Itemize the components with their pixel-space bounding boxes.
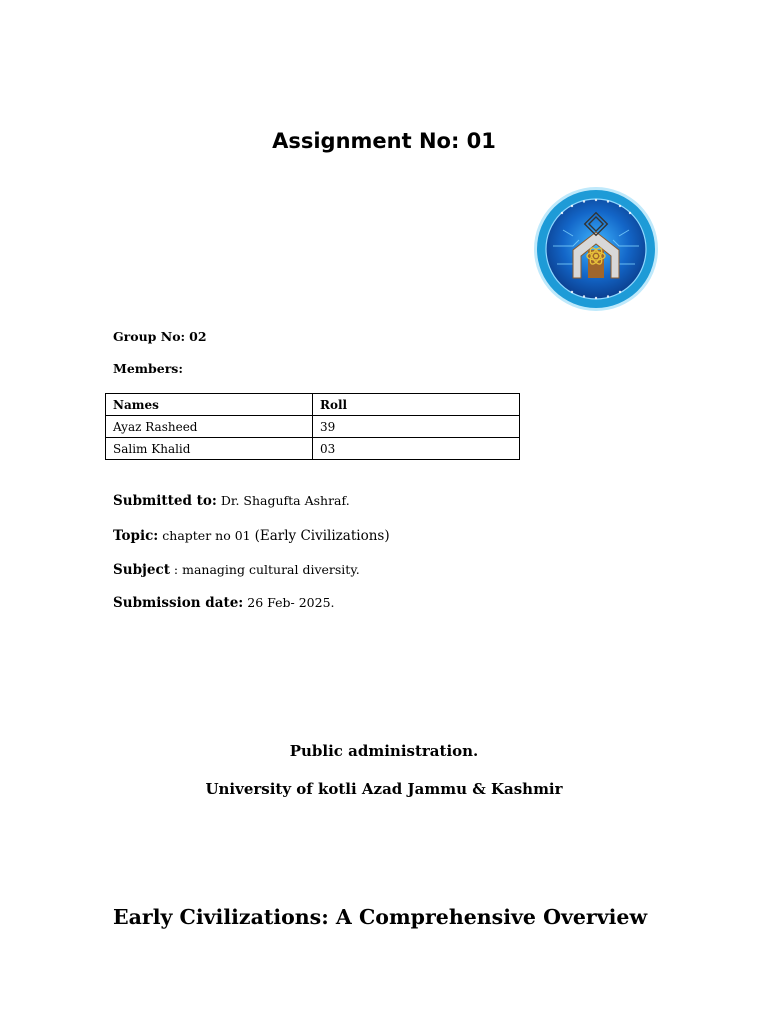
topic-line xyxy=(113,527,390,545)
members-label-text: Members: xyxy=(113,361,183,376)
table-header-names: Names xyxy=(106,394,313,416)
topic-label: Topic: xyxy=(113,528,159,544)
members-table xyxy=(105,393,520,460)
topic-value-paren: (Early Civilizations) xyxy=(254,528,390,544)
group-label: Group No: xyxy=(113,329,186,344)
assignment-title: Assignment No: 01 xyxy=(272,129,496,153)
table-header-row xyxy=(106,394,520,416)
member-roll: 39 xyxy=(313,416,520,438)
members-label xyxy=(113,360,183,378)
submission-date-line xyxy=(113,594,335,612)
submitted-to-line xyxy=(113,492,350,510)
table-row xyxy=(106,416,520,438)
table-row xyxy=(106,438,520,460)
member-roll: 03 xyxy=(313,438,520,460)
group-number xyxy=(113,328,207,346)
subject-label: Subject xyxy=(113,562,170,578)
section-heading: Early Civilizations: A Comprehensive Overview xyxy=(113,905,648,929)
subject-line xyxy=(113,561,360,579)
department-name: Public administration. xyxy=(289,742,479,760)
member-name: Salim Khalid xyxy=(106,438,313,460)
topic-value: chapter no 01 xyxy=(162,528,251,543)
member-name: Ayaz Rasheed xyxy=(106,416,313,438)
table-header-roll: Roll xyxy=(313,394,520,416)
group-value: 02 xyxy=(189,329,207,344)
submission-date-value: 26 Feb- 2025. xyxy=(247,595,335,610)
subject-value: : managing cultural diversity. xyxy=(173,562,360,577)
university-seal-icon xyxy=(533,186,659,312)
submission-date-label: Submission date: xyxy=(113,595,244,611)
university-name: University of kotli Azad Jammu & Kashmir xyxy=(205,780,563,798)
submitted-to-value: Dr. Shagufta Ashraf. xyxy=(220,493,350,508)
submitted-to-label: Submitted to: xyxy=(113,493,217,509)
